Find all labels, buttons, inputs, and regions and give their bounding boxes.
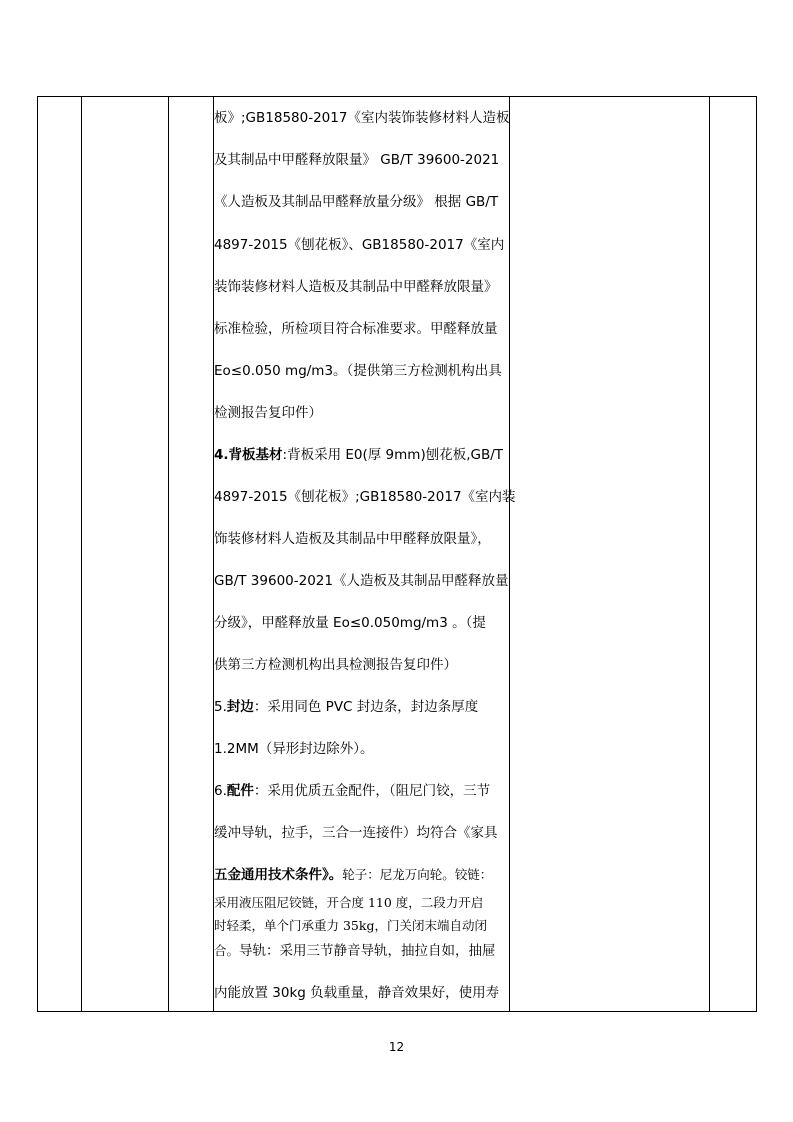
column-divider — [81, 97, 82, 1011]
text-line: 时轻柔，单个门承重力 35kg，门关闭末端自动闭 — [214, 918, 487, 933]
text-run: 五金通用技术条件》。 — [214, 867, 343, 883]
text-line: 采用液压阻尼铰链，开合度 110 度，二段力开启 — [214, 895, 484, 910]
column-divider — [168, 97, 169, 1011]
text-line: 装饰装修材料人造板及其制品中甲醛释放限量》 — [214, 279, 498, 295]
text-line: 内能放置 30kg 负载重量，静音效果好，使用寿 — [214, 985, 500, 1001]
text-line — [214, 782, 490, 800]
text-run: ：采用优质五金配件，（阻尼门铰，三节 — [253, 783, 491, 799]
column-divider — [709, 97, 710, 1011]
section-heading: 封边 — [226, 699, 254, 715]
text-line — [214, 942, 496, 960]
text-line: 分级》，甲醛释放量 Eo≤0.050mg/m3 。（提 — [214, 615, 486, 631]
text-line: Eo≤0.050 mg/m3。（提供第三方检测机构出具 — [214, 363, 502, 379]
text-line: 1.2MM（异形封边除外）。 — [214, 741, 374, 757]
section-heading: 4.背板基材 — [214, 447, 283, 463]
text-line: 供第三方检测机构出具检测报告复印件） — [214, 657, 457, 673]
text-run: 导轨：采用三节静音导轨，抽拉自如，抽屉 — [239, 943, 496, 959]
text-line: 板》;GB18580-2017《室内装饰装修材料人造板 — [214, 110, 510, 126]
column-divider — [509, 97, 510, 1011]
text-line: 4897-2015《刨花板》;GB18580-2017《室内装 — [214, 489, 516, 505]
text-run: 合。 — [214, 943, 240, 958]
section-heading: 配件 — [226, 783, 254, 799]
text-run: 5. — [214, 699, 227, 715]
text-line: 标准检验，所检项目符合标准要求。甲醛释放量 — [214, 321, 498, 337]
text-line: GB/T 39600-2021《人造板及其制品甲醛释放量 — [214, 573, 509, 589]
text-line: 《人造板及其制品甲醛释放量分级》 根据 GB/T — [214, 194, 499, 210]
text-line — [214, 698, 478, 716]
text-run: :背板采用 E0(厚 9mm)刨花板,GB/T — [282, 447, 504, 463]
text-line: 及其制品中甲醛释放限量》 GB/T 39600-2021 — [214, 152, 500, 168]
text-run: ：采用同色 PVC 封边条，封边条厚度 — [253, 699, 479, 715]
spec-table — [37, 96, 757, 1012]
page-number: 12 — [388, 1040, 405, 1054]
text-line: 4897-2015《刨花板》、GB18580-2017《室内 — [214, 237, 505, 253]
text-line — [214, 446, 503, 464]
text-line: 饰装修材料人造板及其制品中甲醛释放限量》， — [214, 531, 491, 547]
text-run: 轮子：尼龙万向轮。铰链： — [342, 867, 493, 882]
text-line — [214, 866, 492, 884]
text-line: 缓冲导轨，拉手，三合一连接件）均符合《家具 — [214, 825, 498, 841]
text-line: 检测报告复印件） — [214, 405, 322, 421]
text-run: 6. — [214, 783, 227, 799]
